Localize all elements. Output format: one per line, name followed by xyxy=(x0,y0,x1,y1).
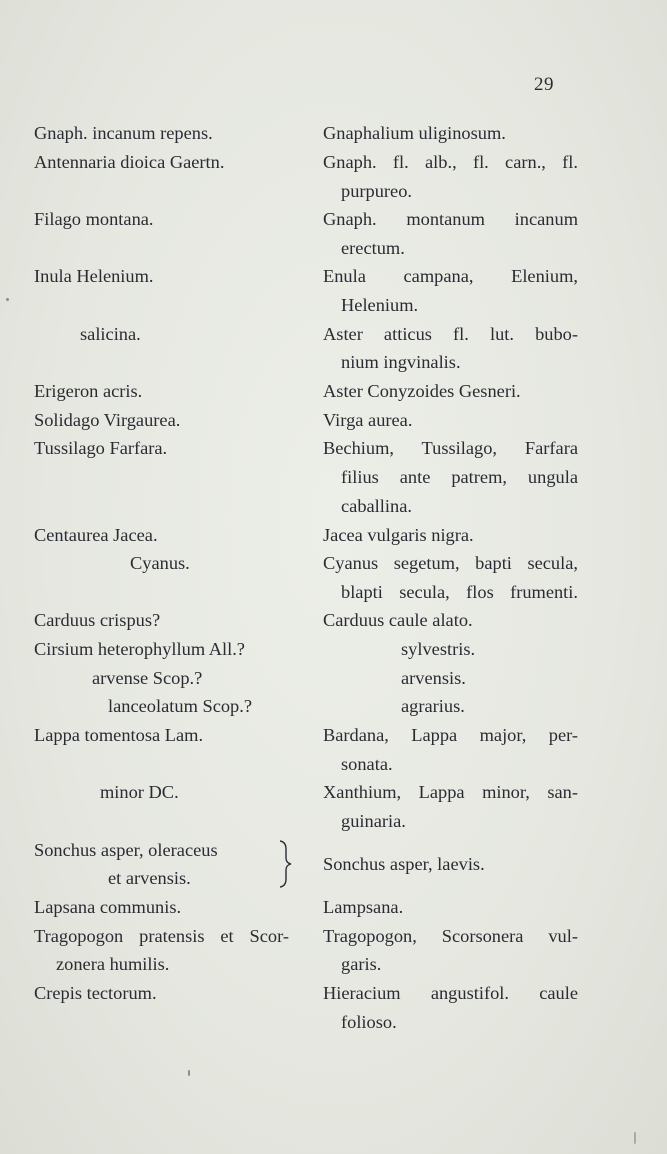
left-entry: Sonchus asper, oleraceus xyxy=(34,840,218,860)
left-entry: salicina. xyxy=(80,324,141,344)
left-entry: arvense Scop.? xyxy=(92,668,203,688)
left-entry: Centaurea Jacea. xyxy=(34,525,158,545)
right-entry: agrarius. xyxy=(401,696,465,716)
right-entry: folioso. xyxy=(341,1012,397,1032)
right-entry: Helenium. xyxy=(341,295,419,315)
left-entry: Cirsium heterophyllum All.? xyxy=(34,639,245,659)
right-entry: Aster atticus fl. lut. bubo- xyxy=(323,324,578,344)
right-entry: Enula campana, Elenium, xyxy=(323,266,578,286)
right-entry: caballina. xyxy=(341,496,412,516)
right-entry: Bardana, Lappa major, per- xyxy=(323,725,578,745)
right-entry: filius ante patrem, ungula xyxy=(341,467,578,487)
right-entry: erectum. xyxy=(341,238,405,258)
left-entry: Tussilago Farfara. xyxy=(34,438,168,458)
left-entry: Solidago Virgaurea. xyxy=(34,410,181,430)
right-brace-icon xyxy=(278,840,292,888)
right-entry: Jacea vulgaris nigra. xyxy=(323,525,474,545)
right-entry: Xanthium, Lappa minor, san- xyxy=(323,782,578,802)
left-entry: Erigeron acris. xyxy=(34,381,143,401)
page-number: 29 xyxy=(534,74,554,95)
right-entry: Hieracium angustifol. caule xyxy=(323,983,578,1003)
left-entry: Antennaria dioica Gaertn. xyxy=(34,152,225,172)
right-entry: sylvestris. xyxy=(401,639,476,659)
paper-speck xyxy=(6,298,9,301)
left-entry: Tragopogon pratensis et Scor- xyxy=(34,926,289,946)
left-entry: et arvensis. xyxy=(108,868,191,888)
right-entry: Bechium, Tussilago, Farfara xyxy=(323,438,578,458)
left-entry: Gnaph. incanum repens. xyxy=(34,123,213,143)
paper-speck xyxy=(634,1132,636,1144)
left-entry: Cyanus. xyxy=(130,553,190,573)
right-entry: Lampsana. xyxy=(323,897,404,917)
right-entry: arvensis. xyxy=(401,668,466,688)
right-entry: guinaria. xyxy=(341,811,406,831)
left-entry: lanceolatum Scop.? xyxy=(108,696,253,716)
left-entry: zonera humilis. xyxy=(56,954,170,974)
right-entry: Gnaphalium uliginosum. xyxy=(323,123,506,143)
left-entry: Lapsana communis. xyxy=(34,897,182,917)
left-entry: Lappa tomentosa Lam. xyxy=(34,725,204,745)
right-entry: nium ingvinalis. xyxy=(341,352,461,372)
right-entry: Gnaph. montanum incanum xyxy=(323,209,578,229)
right-entry: garis. xyxy=(341,954,382,974)
right-entry: Tragopogon, Scorsonera vul- xyxy=(323,926,578,946)
right-entry: Cyanus segetum, bapti secula, xyxy=(323,553,578,573)
left-entry: minor DC. xyxy=(100,782,179,802)
right-entry: Sonchus asper, laevis. xyxy=(323,854,485,874)
right-entry: blapti secula, flos frumenti. xyxy=(341,582,578,602)
left-entry: Crepis tectorum. xyxy=(34,983,157,1003)
left-entry: Inula Helenium. xyxy=(34,266,154,286)
right-entry: Gnaph. fl. alb., fl. carn., fl. xyxy=(323,152,578,172)
left-entry: Filago montana. xyxy=(34,209,154,229)
right-entry: sonata. xyxy=(341,754,393,774)
paper-speck xyxy=(188,1070,190,1076)
left-entry: Carduus crispus? xyxy=(34,610,161,630)
right-entry: Aster Conyzoides Gesneri. xyxy=(323,381,521,401)
right-entry: purpureo. xyxy=(341,181,412,201)
right-entry: Virga aurea. xyxy=(323,410,413,430)
right-entry: Carduus caule alato. xyxy=(323,610,473,630)
